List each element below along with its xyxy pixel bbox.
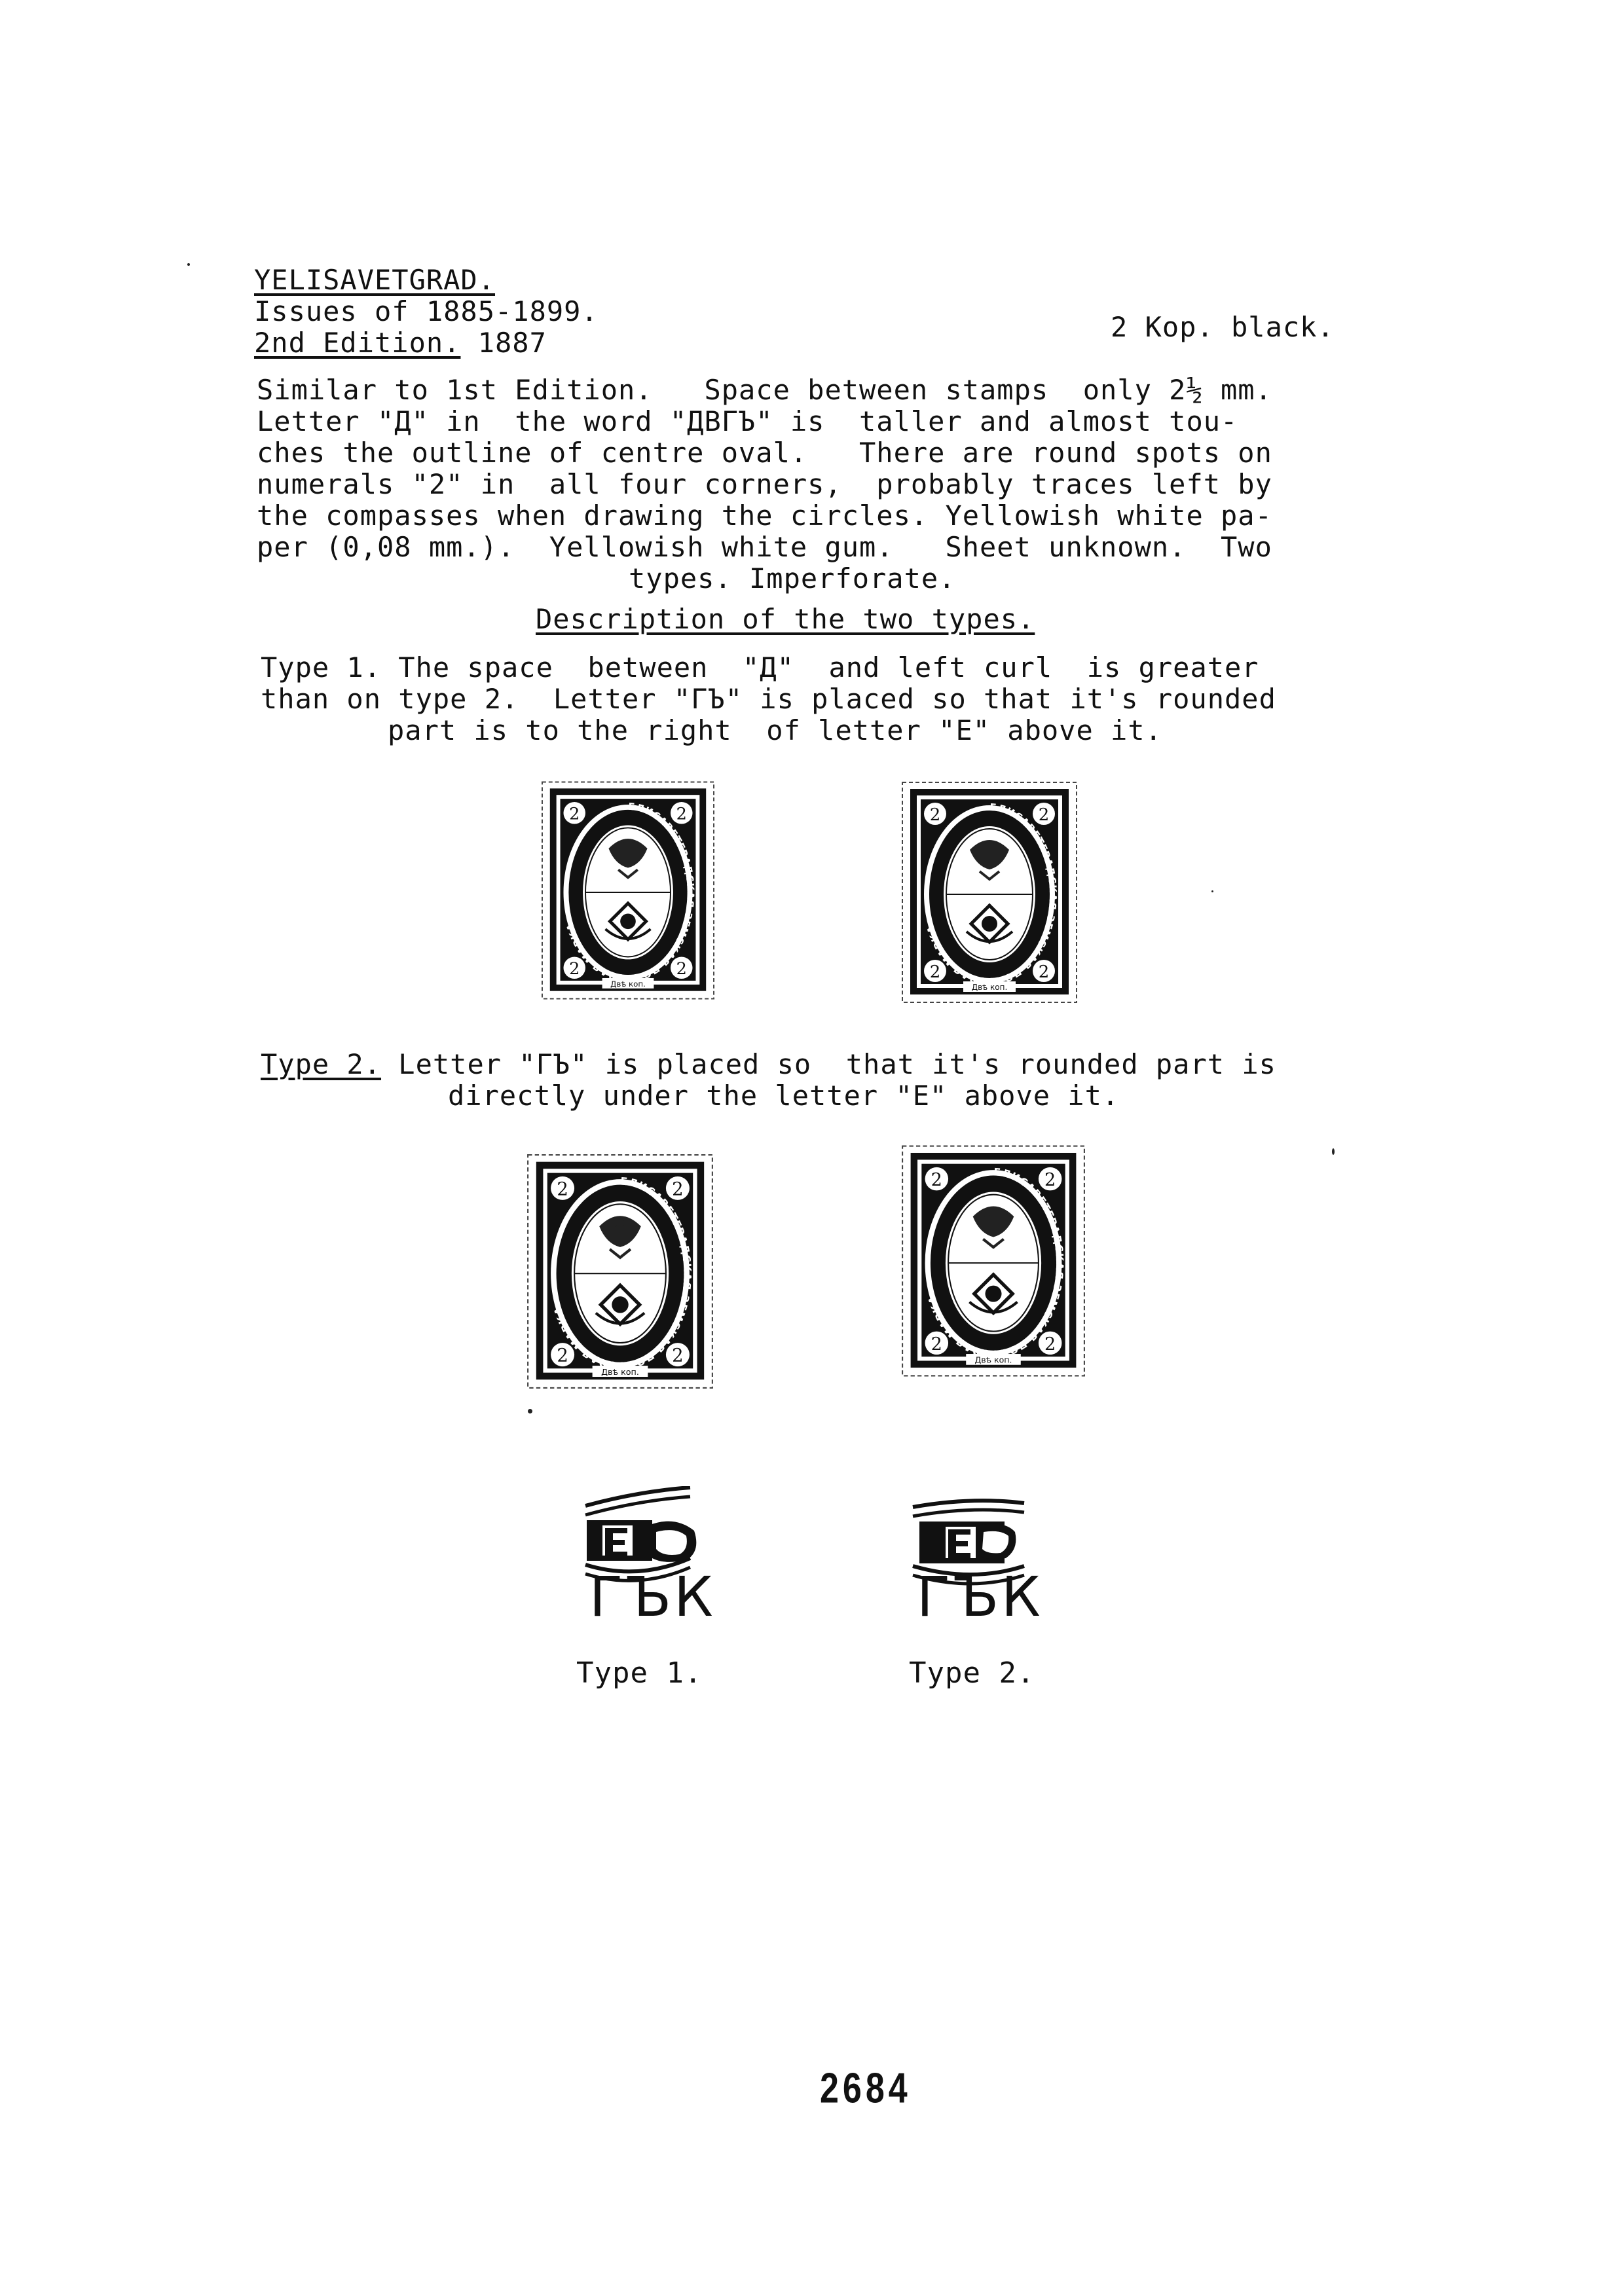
edition-label: 2nd Edition.	[254, 327, 461, 359]
type1-line: than on type 2. Letter "ГЪ" is placed so that it's rounded	[261, 683, 1276, 715]
page-number: 2684	[820, 2064, 912, 2113]
stamp-type2-left	[526, 1150, 714, 1393]
intro-line: ches the outline of centre oval. There are round spots on	[257, 437, 1272, 469]
type2-label: Type 2.	[261, 1048, 382, 1080]
scan-speck	[1332, 1148, 1335, 1155]
stamp-type1-right	[901, 779, 1078, 1006]
detail-type2-letters: ГЪК	[917, 1565, 1043, 1629]
detail-type2-caption: Type 2.	[909, 1656, 1035, 1690]
type2-line-text: Letter "ГЪ" is placed so that it's rounded part is	[381, 1048, 1276, 1080]
stamp-value: 2 Kop. black.	[1111, 311, 1335, 343]
detail-type1-letters: ГЪК	[589, 1565, 716, 1629]
scan-speck	[1211, 890, 1213, 892]
stamp-type1-left	[541, 779, 715, 1002]
type2-line: directly under the letter "E" above it.	[448, 1080, 1120, 1112]
detail-type1-caption: Type 1.	[576, 1656, 703, 1690]
intro-line: types. Imperforate.	[629, 562, 956, 594]
type1-line: Type 1. The space between "Д" and left curl is greater	[261, 651, 1259, 683]
intro-line: the compasses when drawing the circles. Yellowish white pa-	[257, 500, 1272, 532]
stamp-type2-right	[901, 1143, 1086, 1379]
edition-line	[254, 327, 547, 359]
intro-line: per (0,08 mm.). Yellowish white gum. Sheet unknown. Two	[257, 531, 1272, 563]
edition-year: 1887	[477, 327, 547, 359]
description-heading: Description of the two types.	[536, 603, 1035, 635]
intro-line: Similar to 1st Edition. Space between stamps only 2½ mm.	[257, 374, 1272, 406]
type2-line	[261, 1049, 1276, 1080]
intro-line: Letter "Д" in the word "ДВГЪ" is taller and almost tou-	[257, 405, 1238, 437]
intro-line: numerals "2" in all four corners, probably traces left by	[257, 468, 1272, 500]
city-title: YELISAVETGRAD.	[254, 264, 496, 296]
type1-line: part is to the right of letter "E" above it.	[388, 714, 1162, 746]
issues-line: Issues of 1885-1899.	[254, 295, 599, 327]
scan-speck	[187, 263, 190, 266]
scan-speck	[528, 1409, 532, 1413]
